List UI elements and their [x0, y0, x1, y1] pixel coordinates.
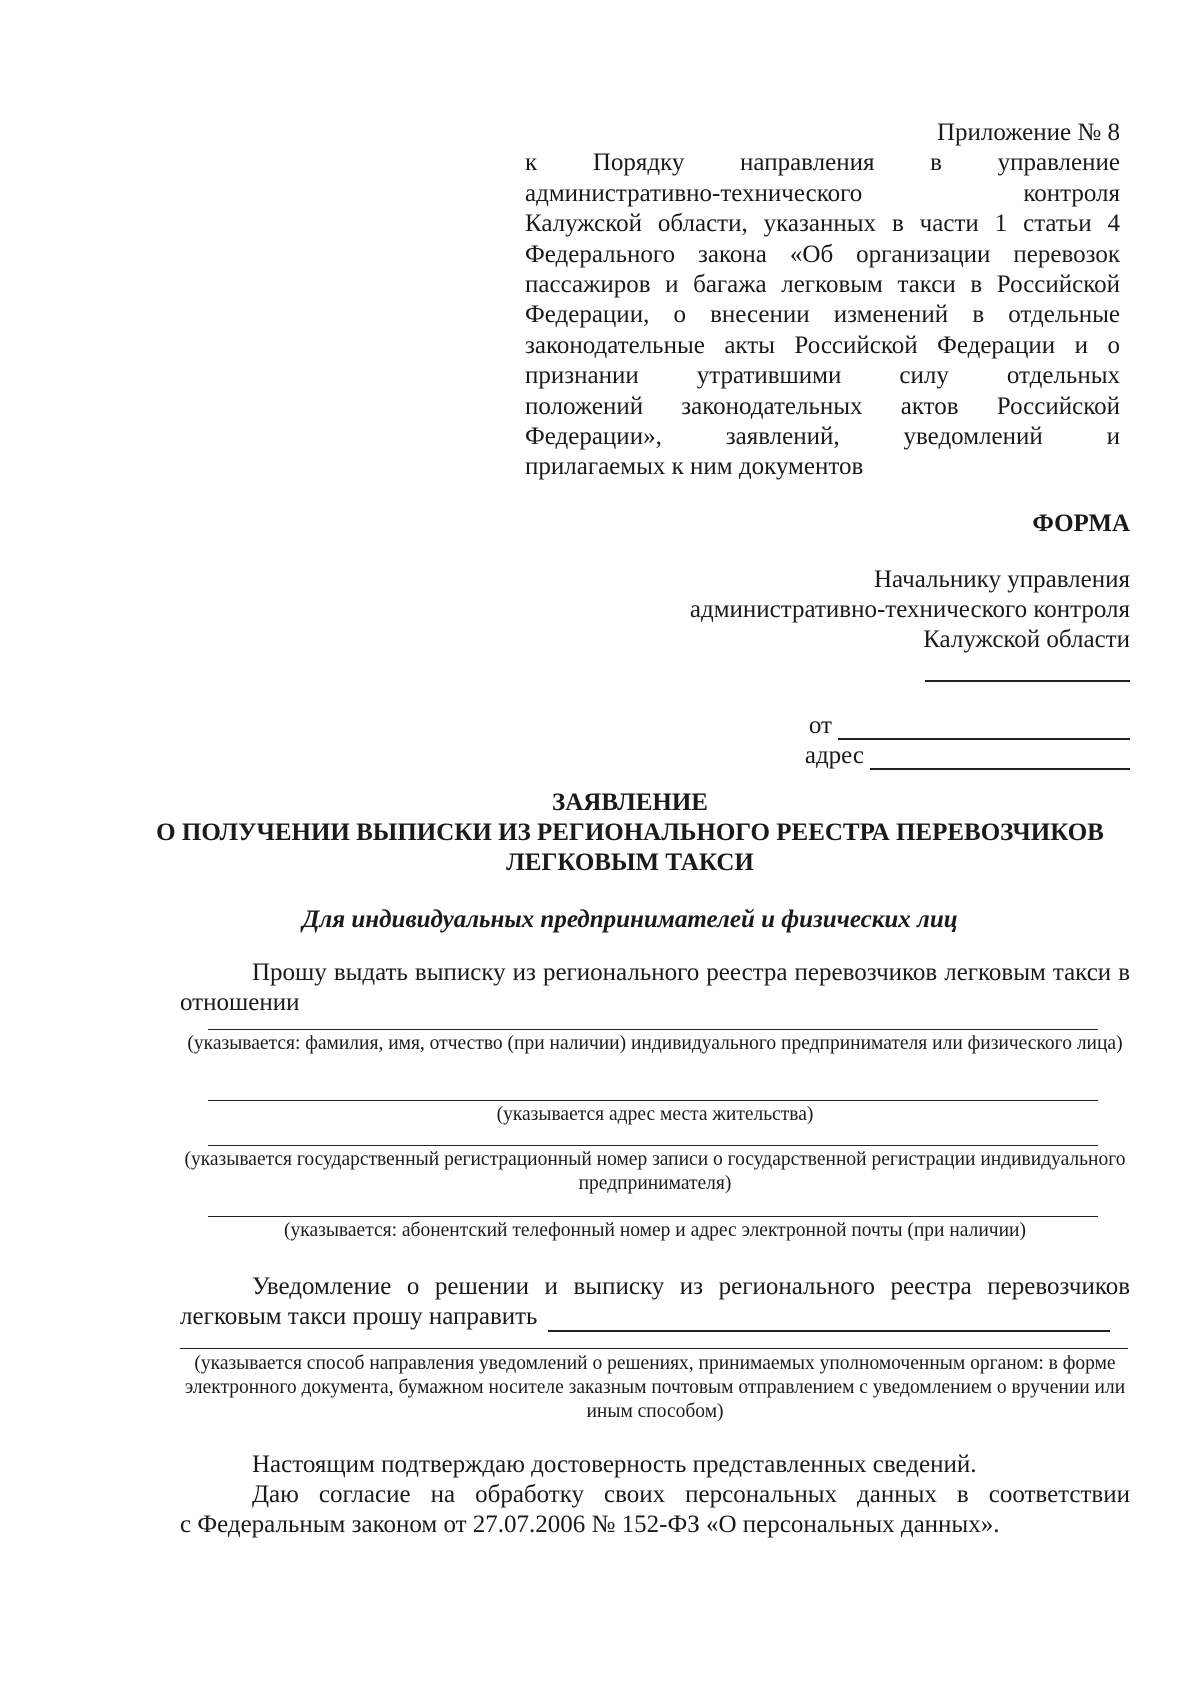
form-label: ФОРМА	[1032, 510, 1130, 537]
consent-line: с Федеральным законом от 27.07.2006 № 152-ФЗ «О персональных данных».	[180, 1511, 1000, 1538]
applicant-name-caption: (указывается: фамилия, имя, отчество (при наличии) индивидуального предпринимателя или физического лица)	[187, 1033, 1123, 1054]
statement-heading	[150, 788, 1110, 878]
from-row	[809, 712, 1130, 740]
delivery-method-field-2[interactable]	[180, 1348, 1128, 1349]
delivery-method-caption: (указывается способ направления уведомлений о решениях, принимаемых уполномоченным органом: в форме электронного документа, бумажном носителе заказным почтовым отправлением с уведомлением о вручении или иным способом)	[184, 1353, 1126, 1422]
notify-line-2	[180, 1302, 1130, 1332]
contacts-field[interactable]	[208, 1216, 1098, 1217]
appendix-line: Федерального закона «Об организации перевозок	[525, 240, 1120, 268]
address-label: адрес	[804, 742, 864, 769]
addressee-line: административно-технического контроля	[689, 596, 1130, 623]
request-paragraph	[180, 958, 1130, 1018]
address-row	[805, 742, 1130, 770]
from-field[interactable]	[838, 714, 1130, 740]
confirmation-paragraph	[180, 1450, 1130, 1540]
appendix-line: пассажиров и багажа легковым такси в Российской	[525, 271, 1120, 299]
appendix-line: признании утратившими силу отдельных	[525, 362, 1120, 390]
addressee-line: Калужской области	[923, 626, 1130, 653]
notify-line: Уведомление о решении и выписку из регионального реестра перевозчиков	[252, 1273, 1130, 1300]
consent-line: Даю согласие на обработку своих персональных данных в соответствии	[252, 1481, 1130, 1508]
appendix-line: прилагаемых к ним документов	[525, 453, 864, 481]
appendix-block	[525, 118, 1120, 483]
residence-address-caption: (указывается адрес места жительства)	[496, 1104, 814, 1125]
contacts-caption: (указывается: абонентский телефонный номер и адрес электронной почты (при наличии)	[284, 1220, 1026, 1241]
addressee-name-field[interactable]	[925, 680, 1130, 682]
appendix-line: положений законодательных актов Российской	[525, 392, 1120, 420]
residence-address-field[interactable]	[208, 1100, 1098, 1101]
appendix-line: к Порядку направления в управление	[525, 149, 1120, 177]
addressee-line: Начальнику управления	[874, 566, 1130, 593]
appendix-line: законодательные акты Российской Федерации и о	[525, 331, 1120, 359]
applicant-name-field[interactable]	[208, 1029, 1098, 1030]
delivery-method-field[interactable]	[548, 1308, 1110, 1332]
notify-paragraph	[180, 1272, 1130, 1332]
appendix-title: Приложение № 8	[936, 119, 1120, 146]
from-label: от	[808, 712, 832, 739]
request-line: Прошу выдать выписку из регионального реестра перевозчиков легковым такси в	[252, 959, 1130, 986]
registration-number-field[interactable]	[208, 1145, 1098, 1146]
appendix-line: Федерации, о внесении изменений в отдельные	[525, 301, 1120, 329]
heading-line: ЗАЯВЛЕНИЕ	[552, 789, 708, 816]
appendix-line: Федерации», заявлений, уведомлений и	[525, 423, 1120, 451]
applicant-type-subheading: Для индивидуальных предпринимателей и физических лиц	[302, 906, 958, 933]
heading-line: ЛЕГКОВЫМ ТАКСИ	[506, 849, 754, 876]
registration-number-caption: (указывается государственный регистрационный номер записи о государственной регистрации индивидуального предпринимателя)	[184, 1149, 1126, 1194]
heading-line: О ПОЛУЧЕНИИ ВЫПИСКИ ИЗ РЕГИОНАЛЬНОГО РЕЕСТРА ПЕРЕВОЗЧИКОВ	[156, 819, 1104, 846]
request-line: отношении	[180, 989, 300, 1016]
appendix-line: административно-технического контроля	[525, 179, 1120, 207]
appendix-line: Калужской области, указанных в части 1 статьи 4	[525, 210, 1120, 238]
notify-line: легковым такси прошу направить	[180, 1303, 538, 1330]
address-field[interactable]	[870, 744, 1130, 770]
addressee-block	[690, 565, 1130, 655]
confirmation-line: Настоящим подтверждаю достоверность представленных сведений.	[252, 1451, 977, 1478]
